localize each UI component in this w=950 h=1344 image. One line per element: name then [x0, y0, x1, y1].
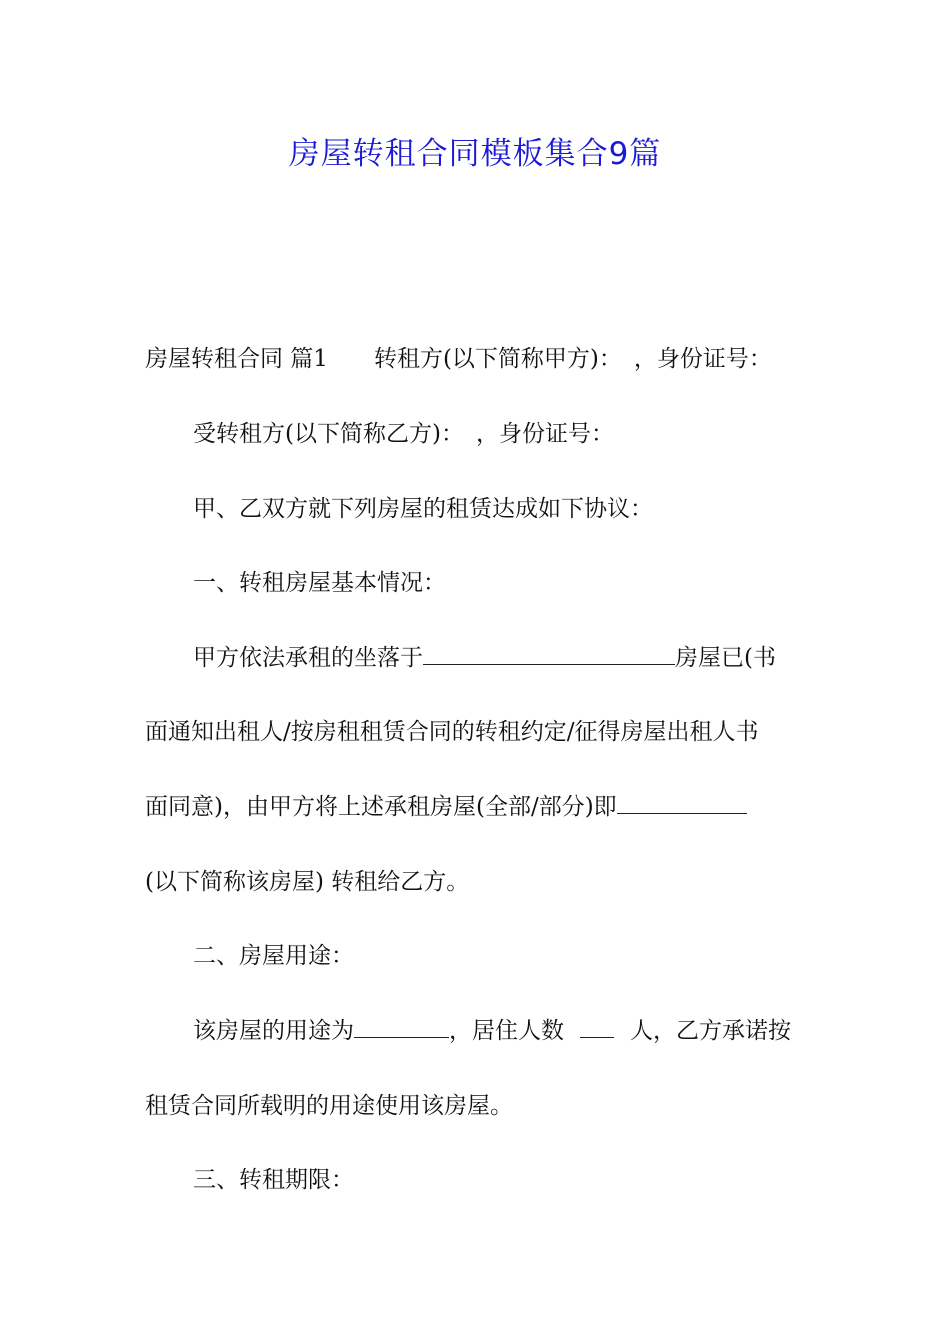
sublessee-id-label: ，身份证号： [475, 421, 614, 447]
section-3-heading: 三、转租期限： [193, 1167, 354, 1193]
location-suffix: 房屋已(书 [675, 645, 776, 671]
agreement-intro: 甲、乙双方就下列房屋的租赁达成如下协议： [193, 496, 653, 522]
sublessor-id-label: ，身份证号： [633, 346, 772, 372]
usage-promise: 人，乙方承诺按 [630, 1018, 791, 1044]
usage-label: 该房屋的用途为 [193, 1018, 354, 1044]
sublessee-label: 受转租方(以下简称乙方)： [193, 421, 464, 447]
section-2-para-line2: 租赁合同所载明的用途使用该房屋。 [145, 1093, 513, 1119]
section-2-para-line1 [193, 1015, 791, 1047]
section-1-para-line2: 面通知出租人/按房租租赁合同的转租约定/征得房屋出租人书 [145, 719, 759, 745]
scope-label: 面同意)，由甲方将上述承租房屋(全部/部分)即 [145, 794, 617, 820]
section-1-para-line3 [145, 791, 747, 823]
paragraph-parties-line1 [145, 343, 772, 375]
occupants-label: ，居住人数 [449, 1018, 564, 1044]
document-title: 房屋转租合同模板集合9篇 [288, 136, 662, 172]
section-1-para-line4: (以下简称该房屋) 转租给乙方。 [145, 869, 470, 895]
scope-blank [617, 791, 747, 814]
sublessor-label: 转租方(以下简称甲方)： [373, 346, 622, 372]
usage-blank [354, 1015, 449, 1038]
section-2-heading: 二、房屋用途： [193, 943, 354, 969]
paragraph-parties-line2 [193, 418, 614, 450]
location-blank [423, 642, 675, 665]
occupants-blank [580, 1015, 614, 1038]
section-1-heading: 一、转租房屋基本情况： [193, 570, 446, 596]
contract-heading: 房屋转租合同 篇1 [145, 346, 328, 372]
section-1-para-line1 [193, 642, 776, 674]
location-label: 甲方依法承租的坐落于 [193, 645, 423, 671]
